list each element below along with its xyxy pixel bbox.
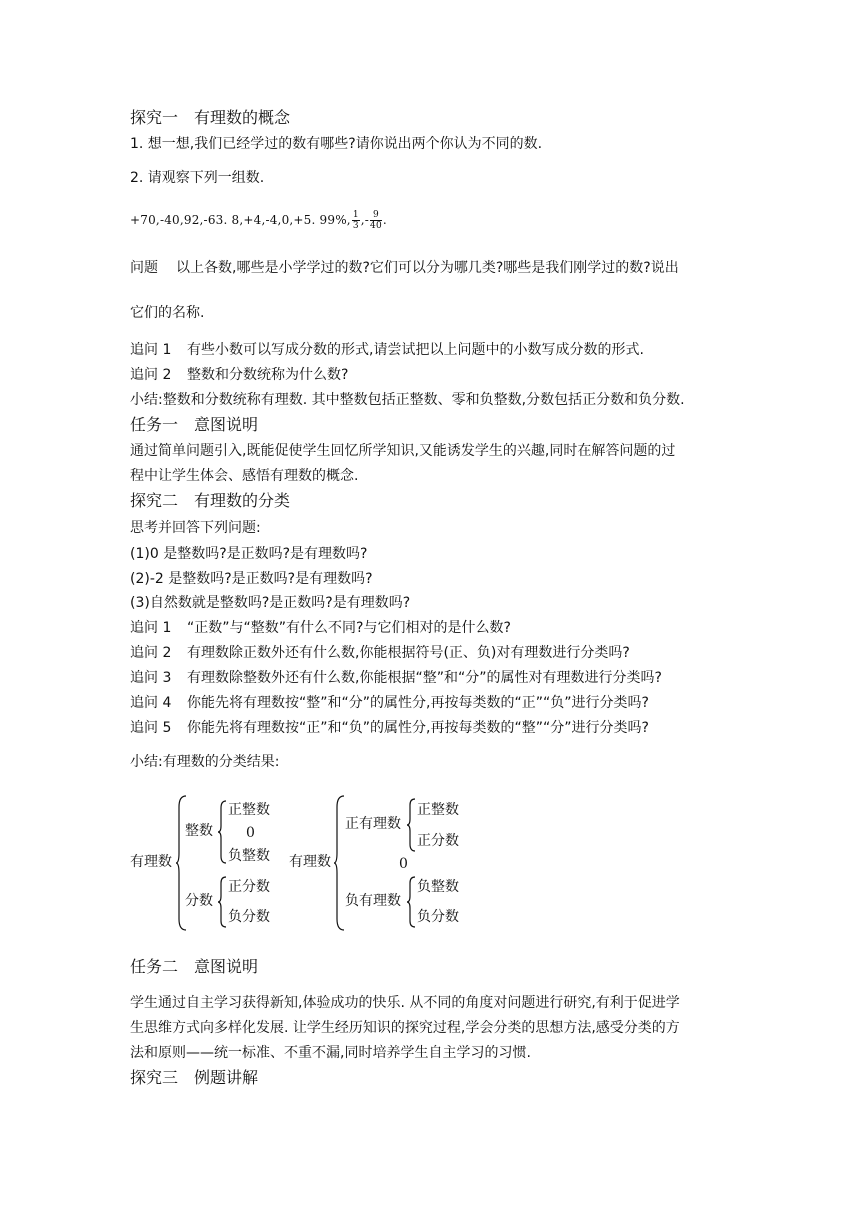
followup-item — [130, 341, 644, 359]
followup-text: 你能先将有理数按“整”和“分”的属性分,再按每类数的“正”“负”进行分类吗? — [187, 695, 649, 711]
followup-label: 追问 4 — [130, 695, 172, 711]
tree1-positive-integer: 正整数 — [228, 802, 270, 818]
tree2-positive-brace — [407, 798, 417, 852]
followup-item — [130, 619, 511, 637]
tree2-positive-label: 正有理数 — [345, 816, 401, 832]
think-intro: 思考并回答下列问题: — [130, 520, 261, 536]
paragraph-line: 生思维方式向多样化发展. 让学生经历知识的探究过程,学会分类的思想方法,感受分类的方 — [130, 1020, 680, 1036]
question-item: (3)自然数就是整数吗?是正数吗?是有理数吗? — [130, 595, 411, 611]
summary-1: 小结:整数和分数统称有理数. 其中整数包括正整数、零和负整数,分数包括正分数和负分数. — [130, 392, 685, 408]
tree2-negative-brace — [407, 876, 417, 928]
paragraph-line: 程中让学生体会、感悟有理数的概念. — [130, 468, 359, 484]
paragraph-line: 学生通过自主学习获得新知,体验成功的快乐. 从不同的角度对问题进行研究,有利于促进学 — [130, 995, 680, 1011]
task2-heading: 任务二 意图说明 — [130, 957, 259, 976]
tree2-positive-fraction: 正分数 — [417, 833, 459, 849]
followup-item — [130, 644, 630, 662]
problem-continuation: 它们的名称. — [130, 305, 205, 321]
followup-label: 追问 1 — [130, 342, 172, 358]
tree1-positive-fraction: 正分数 — [228, 879, 270, 895]
tree1-integer-brace — [218, 800, 228, 864]
question-2: 2. 请观察下列一组数. — [130, 170, 265, 186]
followup-text: 有理数除整数外还有什么数,你能根据“整”和“分”的属性对有理数进行分类吗? — [187, 670, 662, 686]
tree1-fraction-brace — [218, 876, 228, 928]
number-list-values: +70,-40,92,-63. 8,+4,-4,0,+5. 99%, — [130, 213, 351, 227]
tree2-negative-fraction: 负分数 — [417, 909, 459, 925]
tree1-negative-fraction: 负分数 — [228, 909, 270, 925]
tree1-integer-label: 整数 — [185, 823, 213, 839]
question-item: (1)0 是整数吗?是正数吗?是有理数吗? — [130, 546, 368, 562]
tree1-fraction-label: 分数 — [185, 893, 213, 909]
tree2-negative-integer: 负整数 — [417, 879, 459, 895]
number-list: +70,-40,92,-63. 8,+4,-4,0,+5. 99%, $\frac{1}{3}$ ,- $\frac{9}{40}$ . — [130, 210, 387, 231]
summary-2: 小结:有理数的分类结果: — [130, 754, 280, 770]
section2-heading: 探究二 有理数的分类 — [130, 491, 291, 510]
followup-label: 追问 5 — [130, 720, 172, 736]
fraction-nine-fortieths: $\frac{9}{40}$ — [370, 210, 382, 231]
followup-text: 你能先将有理数按“正”和“负”的属性分,再按每类数的“整”“分”进行分类吗? — [187, 720, 649, 736]
section1-heading: 探究一 有理数的概念 — [130, 108, 291, 127]
followup-label: 追问 2 — [130, 367, 172, 383]
followup-item — [130, 366, 348, 384]
question-1: 1. 想一想,我们已经学过的数有哪些?请你说出两个你认为不同的数. — [130, 136, 543, 152]
tree2-root-label: 有理数 — [289, 854, 331, 870]
tree1-zero: 0 — [246, 825, 255, 841]
tree1-negative-integer: 负整数 — [228, 848, 270, 864]
section3-heading: 探究三 例题讲解 — [130, 1068, 259, 1087]
fraction-one-third: $\frac{1}{3}$ — [352, 210, 359, 231]
followup-label: 追问 3 — [130, 670, 172, 686]
followup-item — [130, 669, 662, 687]
tree1-main-brace — [176, 795, 188, 931]
followup-text: “正数”与“整数”有什么不同?与它们相对的是什么数? — [187, 620, 511, 636]
task1-heading: 任务一 意图说明 — [130, 415, 259, 434]
paragraph-line: 法和原则——统一标准、不重不漏,同时培养学生自主学习的习惯. — [130, 1045, 531, 1061]
followup-text: 整数和分数统称为什么数? — [187, 367, 349, 383]
followup-item — [130, 694, 649, 712]
question-item: (2)-2 是整数吗?是正数吗?是有理数吗? — [130, 571, 373, 587]
paragraph-line: 通过简单问题引入,既能促使学生回忆所学知识,又能诱发学生的兴趣,同时在解答问题的过 — [130, 443, 676, 459]
problem-label: 问题 — [130, 260, 158, 276]
followup-label: 追问 2 — [130, 645, 172, 661]
tree1-root-label: 有理数 — [130, 854, 172, 870]
followup-item — [130, 719, 649, 737]
problem-text: 以上各数,哪些是小学学过的数?它们可以分为哪几类?哪些是我们刚学过的数?说出 — [176, 260, 679, 276]
tree2-negative-label: 负有理数 — [345, 893, 401, 909]
tree2-positive-integer: 正整数 — [417, 802, 459, 818]
followup-text: 有理数除正数外还有什么数,你能根据符号(正、负)对有理数进行分类吗? — [187, 645, 630, 661]
followup-text: 有些小数可以写成分数的形式,请尝试把以上问题中的小数写成分数的形式. — [187, 342, 644, 358]
followup-label: 追问 1 — [130, 620, 172, 636]
problem — [130, 259, 679, 277]
tree2-zero: 0 — [399, 856, 408, 872]
